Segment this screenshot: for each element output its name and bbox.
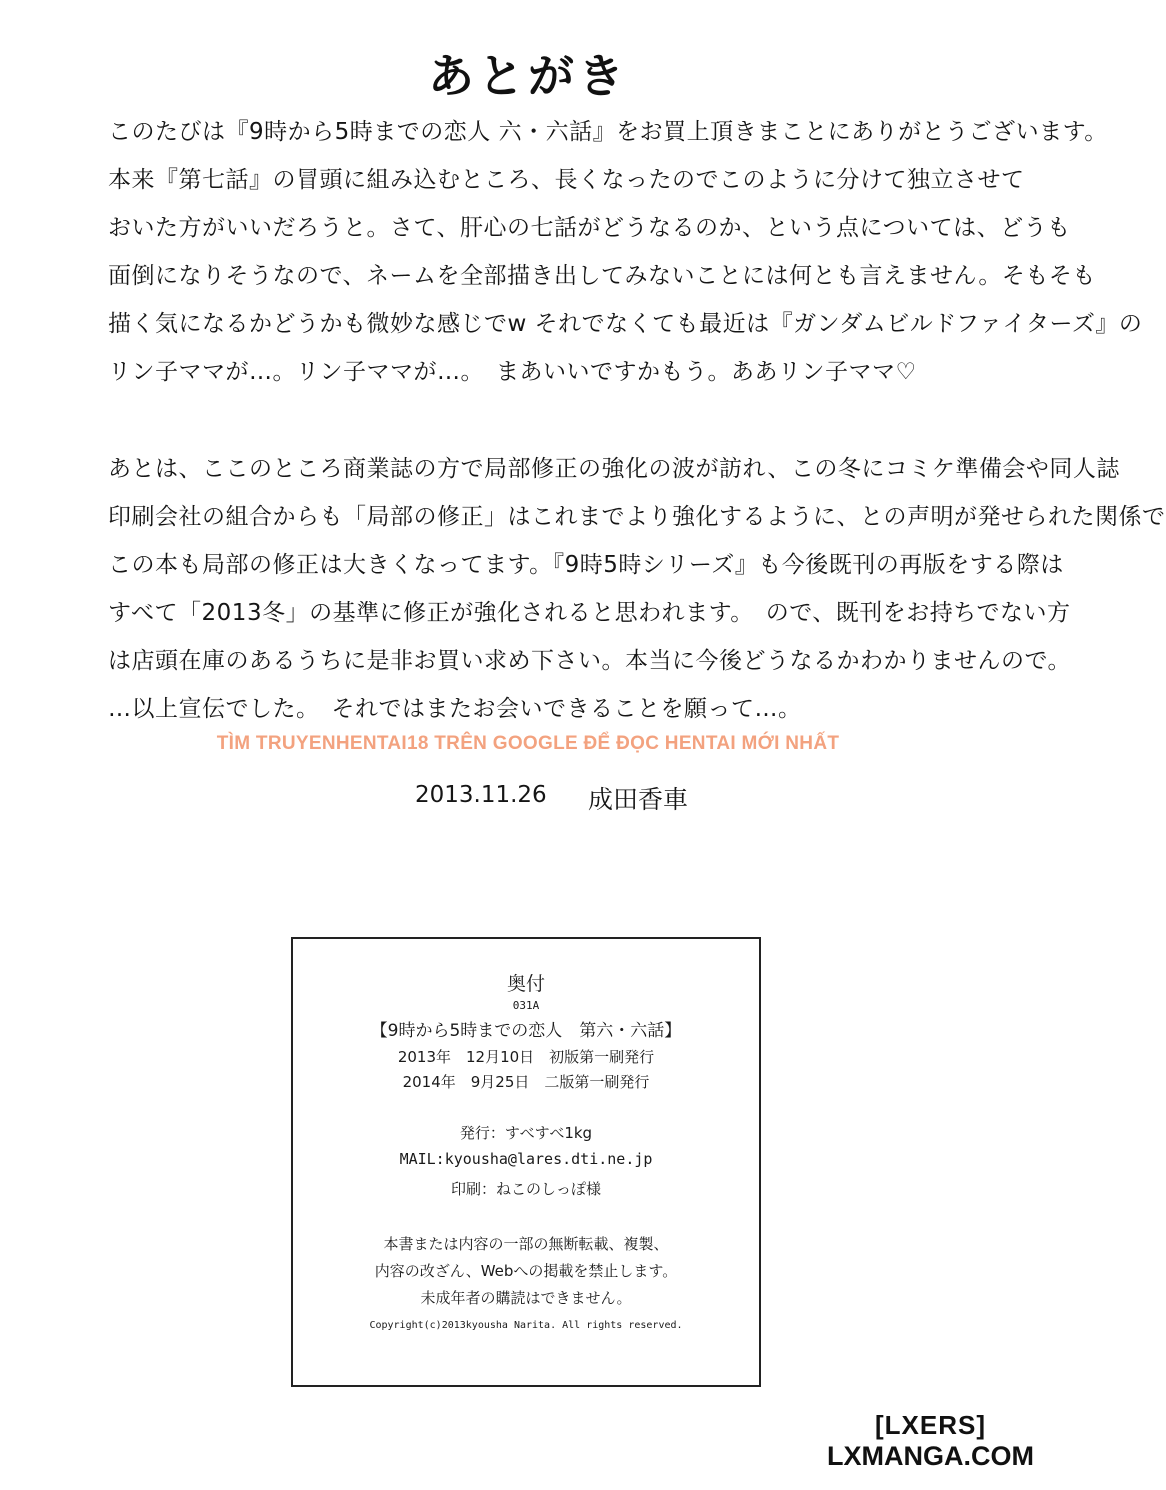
logo-line-bottom: LXMANGA.COM xyxy=(827,1441,1034,1471)
signature-author: 成田香車 xyxy=(588,785,689,814)
colophon-edition-second: 2014年 9月25日 二版第一刷発行 xyxy=(402,1073,650,1091)
watermark-text: TÌM TRUYENHENTAI18 TRÊN GOOGLE ĐỂ ĐỌC HENTAI MỚI NHẤT xyxy=(216,733,840,754)
colophon-publisher: 発行：すべすべ1kg xyxy=(459,1124,593,1142)
afterword-paragraph-1 xyxy=(108,108,1143,396)
colophon-copyright: Copyright(c)2013kyousha Narita. All rights reserved. xyxy=(369,1320,683,1331)
colophon-box xyxy=(291,937,761,1387)
text-line: すべて「2013冬」の基準に修正が強化されると思われます。 ので、既刊をお持ちでない方 xyxy=(108,600,1071,626)
site-logo xyxy=(827,1410,1034,1472)
colophon-code: 031A xyxy=(512,999,540,1012)
colophon-heading: 奥付 xyxy=(506,973,545,995)
text-line: は店頭在庫のあるうちに是非お買い求め下さい。本当に今後どうなるかわかりませんので。 xyxy=(108,648,1072,674)
text-line: 本来『第七話』の冒頭に組み込むところ、長くなったのでこのように分けて独立させて xyxy=(108,167,1025,193)
colophon-title: 【9時から5時までの恋人 第六・六話】 xyxy=(370,1021,682,1041)
text-line: この本も局部の修正は大きくなってます。『9時5時シリーズ』も今後既刊の再版をする際は xyxy=(108,552,1064,578)
text-line: 印刷会社の組合からも「局部の修正」はこれまでより強化するように、との声明が発せられた関係で xyxy=(108,504,1166,530)
colophon-notice-line: 未成年者の購読はできません。 xyxy=(420,1289,632,1307)
colophon-edition-first: 2013年 12月10日 初版第一刷発行 xyxy=(397,1048,655,1066)
colophon-notice-line: 本書または内容の一部の無断転載、複製、 xyxy=(383,1235,669,1253)
colophon-notice-line: 内容の改ざん、Webへの掲載を禁止します。 xyxy=(374,1262,678,1280)
logo-line-top: [LXERS] xyxy=(875,1410,986,1440)
afterword-title: あとがき xyxy=(428,49,628,103)
text-line: リン子ママが…。リン子ママが…。 まあいいですかもう。ああリン子ママ♡ xyxy=(108,359,917,385)
text-line: おいた方がいいだろうと。さて、肝心の七話がどうなるのか、という点については、どうも xyxy=(108,215,1071,241)
text-line: …以上宣伝でした。 それではまたお会いできることを願って…。 xyxy=(108,696,802,722)
text-line: このたびは『9時から5時までの恋人 六・六話』をお買上頂きまことにありがとうございます。 xyxy=(108,119,1108,145)
text-line: 面倒になりそうなので、ネームを全部描き出してみないことには何とも言えません。そもそも xyxy=(108,263,1096,289)
text-line: 描く気になるかどうかも微妙な感じでw それでなくても最近は『ガンダムビルドファイターズ』の xyxy=(108,311,1143,337)
text-line: あとは、ここのところ商業誌の方で局部修正の強化の波が訪れ、この冬にコミケ準備会や同人誌 xyxy=(108,456,1120,482)
colophon-mail: MAIL:kyousha@lares.dti.ne.jp xyxy=(399,1150,653,1168)
signature-date: 2013.11.26 xyxy=(415,782,547,808)
afterword-paragraph-2 xyxy=(108,445,1166,733)
colophon-printer: 印刷：ねこのしっぽ様 xyxy=(450,1180,601,1198)
